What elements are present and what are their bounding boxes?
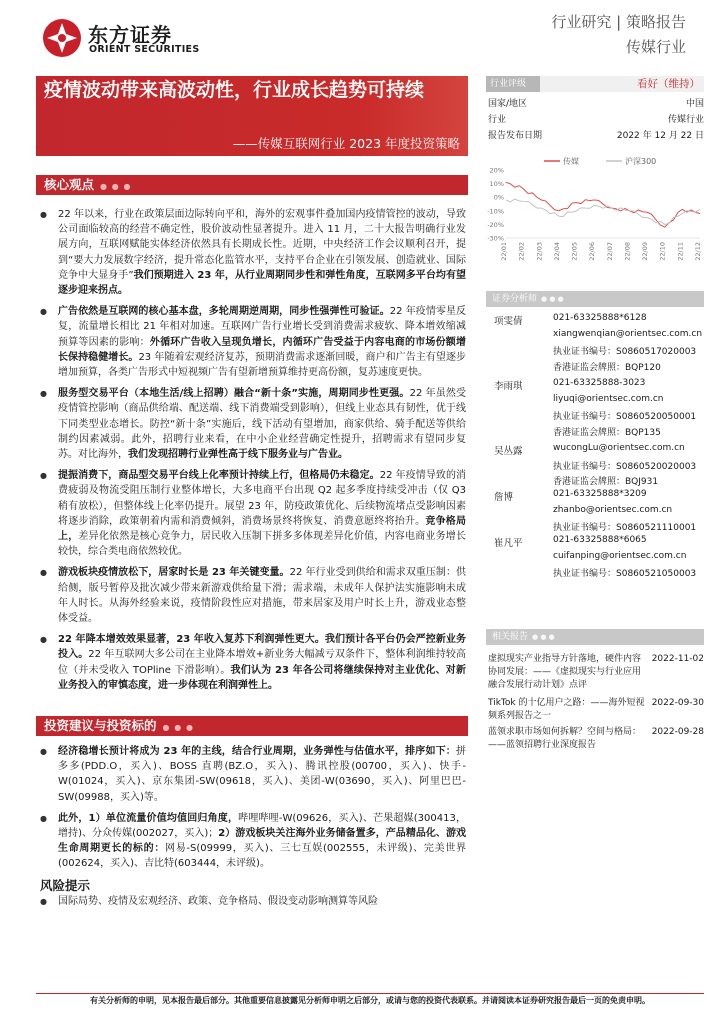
series-line-1 xyxy=(506,199,700,224)
analyst-contact: 执业证书编号：S0860520050001 xyxy=(553,412,697,422)
info-value: 传媒行业 xyxy=(667,115,704,125)
analyst-contact: 香港证监会牌照：BQP120 xyxy=(553,362,661,373)
y-tick-label: -30% xyxy=(487,234,504,243)
analyst-contact: 021-63325888-3023 xyxy=(553,378,646,388)
header-dots-icon: ● ● ● xyxy=(532,633,555,641)
investment-header xyxy=(36,716,468,736)
related-report-title[interactable]: TikTok 的十亿用户之路：——海外短视频系列报告之一 xyxy=(488,698,645,721)
analyst-contact[interactable]: cuifanping@orientsec.com.cn xyxy=(553,550,687,561)
rating-value: 看好（维持） xyxy=(637,78,700,90)
risk-title: 风险提示 xyxy=(40,878,91,893)
x-tick-label: 22/03 xyxy=(535,242,544,261)
analyst-contact: 021-63325888*6065 xyxy=(553,535,647,545)
core-point: ● 提振消费下，商品型交易平台线上化率预计持续上行，但格局仍未稳定。22 年疫情导致的消费疲弱及物流受阻压制行业整体增长，大多电商平台出现 Q2 起多季度持续受冲击（仅 Q3 稍有放松），但整体线上化率仍提升。展望 23 年，防疫政策优化、后续物流堵点受影响因素将逐步消除，政策朝着内需和消费倾斜，消费场景终将恢复、消费意愿终将抬升。竞争格局上，差异化依然是核心竞争力，居民收入压制下拼多多体现差异化价值，内容电商业务增长较快，综合类电商依然较优。 xyxy=(40,468,466,559)
info-key: 行业 xyxy=(488,115,507,125)
x-tick-label: 22/02 xyxy=(517,242,526,261)
x-tick-label: 22/11 xyxy=(676,242,685,261)
rating-bar xyxy=(486,76,704,92)
investment-title: 投资建议与投资标的 xyxy=(44,718,157,733)
analyst-contact[interactable]: xiangwenqian@orientsec.com.cn xyxy=(553,328,703,339)
core-view-header xyxy=(36,175,468,195)
x-tick-label: 22/04 xyxy=(552,242,561,261)
x-tick-label: 22/07 xyxy=(605,242,614,261)
related-header xyxy=(486,629,704,645)
analyst-contact: 香港证监会牌照：BQP135 xyxy=(553,427,661,438)
risk-point: ● 国际局势、疫情及宏观经济、政策、竞争格局、假设变动影响测算等风险 xyxy=(40,894,466,909)
analyst-name: 李雨琪 xyxy=(494,381,523,392)
header-dots-icon: ● ● ● xyxy=(541,295,564,303)
analyst-name: 崔凡平 xyxy=(494,538,523,549)
core-point: ● 游戏板块疫情放松下，居家时长是 23 年关键变量。22 年行业受到供给和需求双重压制：供给侧，版号暂停及批次减少带来新游戏供给量下滑；需求端，未成年人保护法实施影响未成年人时长。从海外经验来说，疫情阶段性应对措施，带来居家及用户时长上升，游戏业态整体受益。 xyxy=(40,565,466,626)
x-tick-label: 22/12 xyxy=(694,242,702,261)
analyst-name: 詹博 xyxy=(494,492,514,503)
document-industry: 传媒行业 xyxy=(625,38,686,56)
x-tick-label: 22/08 xyxy=(623,242,632,261)
x-tick-label: 22/05 xyxy=(570,242,579,261)
report-subtitle: ——传媒互联网行业 2023 年度投资策略 xyxy=(232,136,460,151)
rating-label: 行业评级 xyxy=(486,76,540,92)
related-report-date: 2022-09-30 xyxy=(651,698,704,708)
analyst-contact[interactable]: zhanbo@orientsec.com.cn xyxy=(553,504,673,515)
related-report[interactable] xyxy=(488,653,704,692)
y-tick-label: -10% xyxy=(487,207,504,216)
analyst-contact[interactable]: liyuqi@orientsec.com.cn xyxy=(553,393,664,404)
info-value: 中国 xyxy=(685,99,704,109)
footer-divider xyxy=(36,993,704,994)
x-tick-label: 22/01 xyxy=(500,242,508,261)
analyst-contact: wucongLu@orientsec.com.cn xyxy=(553,443,685,453)
info-value: 2022 年 12 月 22 日 xyxy=(616,131,704,141)
analyst-header xyxy=(486,291,704,307)
core-points-list xyxy=(40,207,466,699)
report-title: 疫情波动带来高波动性，行业成长趋势可持续 xyxy=(44,79,425,101)
x-tick-label: 22/06 xyxy=(588,242,597,261)
footer-disclaimer: 有关分析师的申明，见本报告最后部分。其他重要信息披露见分析师申明之后部分，或请与您的投资代表联系。并请阅读本证券研究报告最后一页的免责申明。 xyxy=(90,996,650,1005)
related-report[interactable] xyxy=(488,726,704,752)
analyst-name: 吴丛露 xyxy=(494,446,523,457)
x-tick-label: 22/10 xyxy=(658,242,667,261)
report-info xyxy=(488,96,704,148)
analyst-contact: 执业证书编号：S0860521110001 xyxy=(553,523,697,533)
related-report-date: 2022-11-02 xyxy=(651,654,704,664)
investment-point: ● 此外，1）单位流量价值均值回归角度，哔哩哔哩-W(09626，买入)、芒果超媒(300413，增持)、分众传媒(002027，买入)；2）游戏板块关注海外业务储备置多，产品精品化、游戏生命周期更长的标的：网易-S(09999，买入)、三七互娱(002555，未评级)、完美世界(002624，买入)、吉比特(603444，未评级)。 xyxy=(40,811,466,872)
orient-logo-icon xyxy=(42,18,82,58)
logo-chinese-name: 东方证券 xyxy=(88,23,172,47)
related-report-date: 2022-09-28 xyxy=(651,727,704,737)
info-key: 国家/地区 xyxy=(488,99,528,109)
analyst-contact: 执业证书编号：S0860517020003 xyxy=(553,347,697,357)
header-dots-icon: ● ● ● xyxy=(100,182,132,191)
company-logo xyxy=(42,17,202,59)
y-tick-label: 10% xyxy=(489,180,504,189)
core-view-title: 核心观点 xyxy=(44,177,95,192)
performance-chart xyxy=(486,154,704,272)
risk-points-list xyxy=(40,894,466,915)
investment-points-list xyxy=(40,744,466,878)
analyst-contact: 021-63325888*3209 xyxy=(553,489,647,499)
legend-label: 传媒 xyxy=(563,157,579,166)
related-header-title: 相关报告 xyxy=(492,632,529,642)
analyst-contact[interactable]: 执业证书编号：S0860520020003 xyxy=(553,461,697,472)
investment-point: ● 经济稳增长预计将成为 23 年的主线，结合行业周期，业务弹性与估值水平，排序如下：拼多多(PDD.O，买入)、BOSS 直聘(BZ.O，买入)、腾讯控股(00700，买入)、快手-W(01024，买入)、京东集团-SW(09618，买入)、美团-W(03690，买入)、阿里巴巴-SW(09988，买入)等。 xyxy=(40,744,466,805)
y-tick-label: -20% xyxy=(487,220,504,229)
core-point: ● 22 年降本增效效果显著，23 年收入复苏下利润弹性更大。我们预计各平台仍会严控新业务投入。22 年互联网大多公司在主业降本增效+新业务大幅减亏双条件下，整体利润维持较高位（并未受收入 TOPline 下滑影响）。我们认为 23 年各公司将继续保持对主业优化、对新业务投入的审慎态度，进一步体现在利润弹性上。 xyxy=(40,632,466,693)
related-report-title[interactable]: 虚拟现实产业指导方针落地，硬件内容协同发展：——《虚拟现实与行业应用融合发展行动计划》点评 xyxy=(488,654,642,690)
related-report[interactable] xyxy=(488,697,704,723)
analyst-header-title: 证券分析师 xyxy=(492,294,538,304)
title-banner xyxy=(36,76,468,156)
analyst-contact: 021-63325888*6128 xyxy=(553,313,647,323)
info-key: 报告发布日期 xyxy=(488,131,543,141)
legend-label: 沪深300 xyxy=(625,157,657,166)
header-dots-icon: ● ● ● xyxy=(162,723,195,732)
logo-english-name: ORIENT SECURITIES xyxy=(89,44,200,55)
related-report-title[interactable]: 蓝领求职市场如何拆解？空间与格局：——蓝领招聘行业深度报告 xyxy=(488,727,642,750)
analyst-name: 项雯倩 xyxy=(494,316,523,327)
y-tick-label: 0% xyxy=(493,193,504,202)
analyst-contact: 执业证书编号：S0860521050003 xyxy=(553,569,697,579)
core-point: ● 22 年以来，行业在政策层面边际转向平和，海外的宏观事件叠加国内疫情管控的波动，导致公司面临较高的经营不确定性，股价波动性显著提升。进入 11 月，二十大报告明确行业发展方向，互联网赋能实体经济依然具有长期成长性。近期，中央经济工作会议顺利召开，提到“要大力发展数字经济，提升常态化监管水平，支持平台企业在引领发展、创造就业、国际竞争中大显身手”我们预期进入 23 年，从行业周期同步性和弹性角度，互联网多平台均有望逐步迎来拐点。 xyxy=(40,207,466,298)
analyst-contact: 香港证监会牌照：BQJ931 xyxy=(553,477,659,487)
core-point: ● 服务型交易平台（本地生活/线上招聘）融合“新十条”实施，周期同步性更强。22 年虽然受疫情管控影响（商品供给端、配送端、线下消费端受到影响），但线上业态具有韧性，优于线下同类型业态增长。防控“新十条”实施后，线下活动有望增加，商家供给、骑手配送等供给制约因素减弱。此外，招聘行业来看，在中小企业经营确定性提升，招聘需求有望同步复苏。对比海外，我们发现招聘行业弹性高于线下服务业与广告业。 xyxy=(40,386,466,462)
core-point: ● 广告依然是互联网的核心基本盘，多轮周期逆周期，同步性强弹性可验证。22 年疫情零星反复，流量增长相比 21 年相对加速。互联网广告行业增长受到消费需求疲软、降本增效缩减预算等因素的影响：外循环广告收入呈现负增长，内循环广告受益于内容电商的市场份额增长保持稳健增长。23 年随着宏观经济复苏，预期消费需求逐渐回暖，商户和广告主有望逐步增加预算，各类广告形式中短视频广告有望新增预算维持更高份额，复苏速度更快。 xyxy=(40,304,466,380)
x-tick-label: 22/09 xyxy=(641,242,650,261)
document-type: 行业研究 | 策略报告 xyxy=(551,13,686,31)
y-tick-label: 20% xyxy=(489,166,504,175)
